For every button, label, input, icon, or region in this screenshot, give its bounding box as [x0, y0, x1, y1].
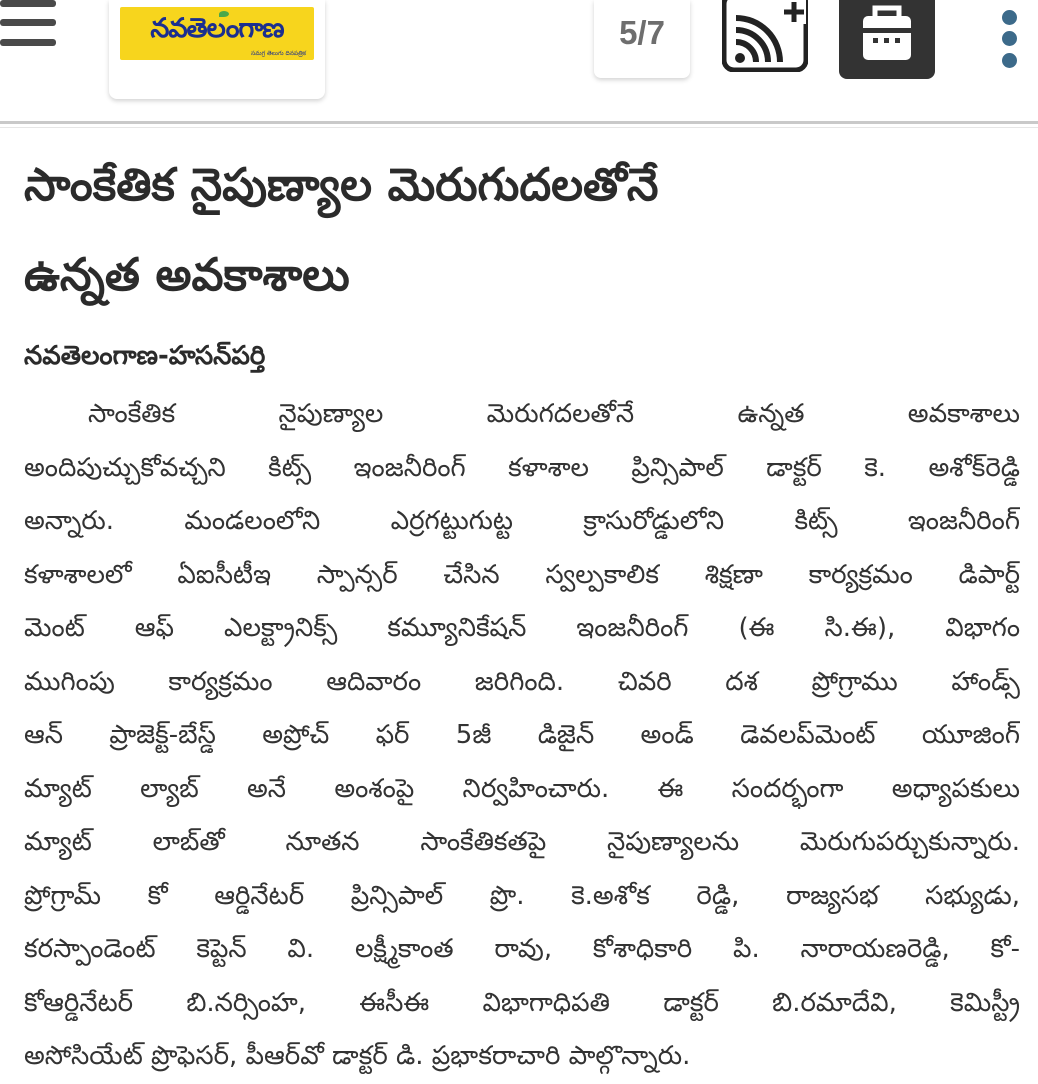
body-line: మ్యాట్ ల్యాబ్ అనే అంశంపై నిర్వహించారు. ఈ సందర్భంగా అధ్యాపకులు: [24, 773, 1020, 804]
body-line: మ్యాట్ లాబ్‌తో నూతన సాంకేతికతపై నైపుణ్యాలను మెరుగుపర్చుకున్నారు.: [24, 827, 1020, 857]
publication-logo-card[interactable]: [109, 0, 325, 99]
logo-text: నవతెలంగాణ: [150, 13, 284, 44]
more-vertical-icon[interactable]: [992, 4, 1026, 74]
publication-logo: [120, 7, 314, 60]
body-line: ప్రోగ్రామ్ కో ఆర్డినేటర్ ప్రిన్సిపాల్ ప్రొ. కె.అశోక రెడ్డి, రాజ్యసభ సభ్యుడు,: [24, 880, 1020, 911]
toolbar-divider-shadow: [0, 127, 1038, 128]
page-counter[interactable]: 5/7: [594, 0, 690, 78]
headline-line-1: సాంకేతిక నైపుణ్యాల మెరుగుదలతోనే: [24, 158, 659, 211]
save-bag-button[interactable]: [839, 0, 935, 79]
logo-tagline: సమగ్ర తెలుగు దినపత్రిక: [251, 50, 306, 57]
article-headline: [24, 140, 1020, 320]
body-line: అన్నారు. మండలంలోని ఎర్రగట్టుగుట్ట క్రాసురోడ్డులోని కిట్స్ ఇంజనీరింగ్: [24, 506, 1020, 536]
body-line: అసోసియేట్ ప్రొఫెసర్, పీఆర్‌వో డాక్టర్ డి. ప్రభాకరాచారి పాల్గొన్నారు.: [24, 1041, 691, 1071]
dateline: నవతెలంగాణ-హసన్‌పర్తి: [24, 341, 266, 371]
body-line: కరస్పాండెంట్ కెప్టెన్ వి. లక్ష్మీకాంత రావు, కోశాధికారి పి. నారాయణరెడ్డి, కో-: [24, 934, 1020, 964]
toolbar-divider: [0, 121, 1038, 124]
body-line: సాంకేతిక నైపుణ్యాల మెరుగదలతోనే ఉన్నత అవకాశాలు: [88, 399, 1020, 429]
body-line: కోఆర్డినేటర్ బి.నర్సింహ, ఈసీఈ విభాగాధిపతి డాక్టర్ బి.రమాదేవి, కెమిస్ట్రీ: [24, 987, 1020, 1018]
top-toolbar: [0, 0, 1038, 118]
body-line: ముగింపు కార్యక్రమం ఆదివారం జరిగింది. చివరి దశ ప్రోగ్రాము హాండ్స్: [24, 666, 1020, 697]
rss-feed-plus-icon[interactable]: [722, 0, 808, 72]
article-body: [24, 388, 1020, 1084]
body-line: కళాశాలలో ఏఐసీటీఇ స్పాన్సర్ చేసిన స్వల్పకాలిక శిక్షణా కార్యక్రమం డిపార్ట్: [24, 559, 1020, 590]
body-line: అందిపుచ్చుకోవచ్చని కిట్స్ ఇంజనీరింగ్ కళాశాల ప్రిన్సిపాల్ డాక్టర్ కె. అశోక్‌రెడ్డి: [24, 452, 1020, 483]
bag-icon: [839, 0, 935, 79]
hamburger-menu-icon[interactable]: [0, 0, 58, 48]
headline-line-2: ఉన్నత అవకాశాలు: [24, 248, 350, 301]
body-line: ఆన్ ప్రాజెక్ట్-బేస్డ్ అప్రోచ్ ఫర్ 5జీ డిజైన్ అండ్ డెవలప్‌మెంట్ యూజింగ్: [24, 720, 1020, 750]
body-line: మెంట్ ఆఫ్ ఎలక్ట్రానిక్స్ కమ్యూనికేషన్ ఇంజనీరింగ్ (ఈ సి.ఈ), విభాగం: [24, 613, 1020, 643]
